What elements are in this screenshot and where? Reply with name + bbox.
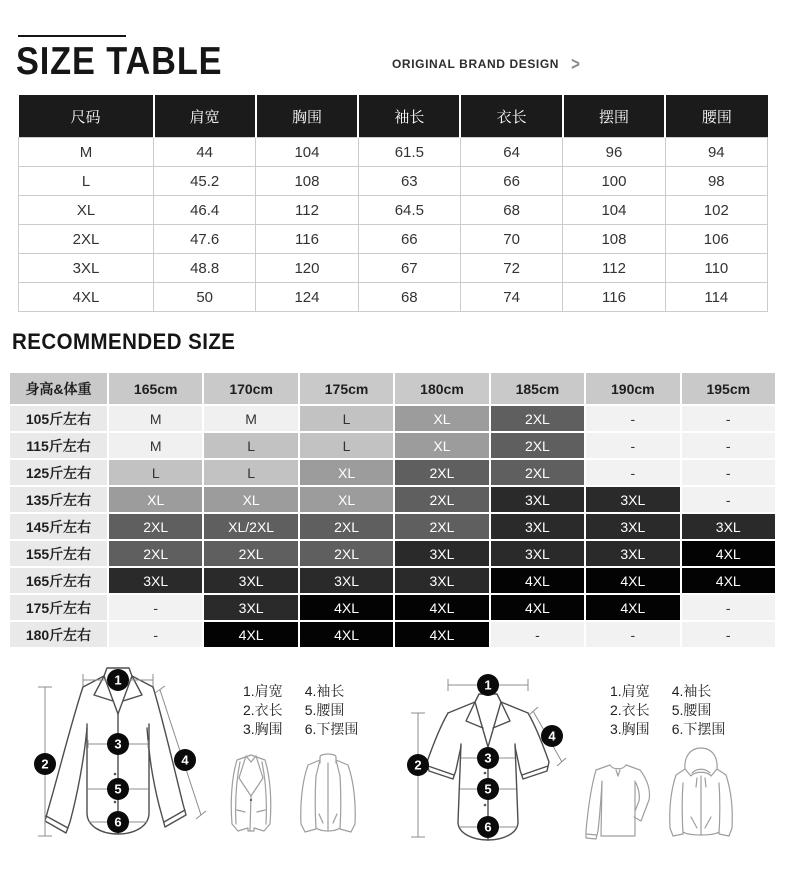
svg-text:4: 4	[548, 728, 556, 744]
recommended-size-cell: 3XL	[204, 595, 297, 620]
recommended-size-cell: 2XL	[109, 514, 202, 539]
height-col-header: 190cm	[586, 373, 679, 404]
weight-label-cell: 180斤左右	[10, 622, 107, 647]
size-table-row	[19, 254, 768, 283]
marker-waist	[477, 778, 499, 800]
recommended-size-cell: 2XL	[491, 406, 584, 431]
measurement-cell: 67	[358, 254, 460, 283]
recommended-size-cell: -	[586, 622, 679, 647]
weight-label-cell: 105斤左右	[10, 406, 107, 431]
recommended-size-cell: -	[682, 622, 775, 647]
weight-label-cell: 115斤左右	[10, 433, 107, 458]
hoodie-icon	[664, 745, 738, 849]
legend-item: 5.腰围	[671, 702, 712, 718]
height-col-header: 165cm	[109, 373, 202, 404]
col-header-hem: 摆围	[563, 95, 665, 138]
size-table-row	[19, 225, 768, 254]
size-table-body	[19, 138, 768, 312]
measurement-cell: 108	[256, 167, 358, 196]
recommended-size-cell: 2XL	[109, 541, 202, 566]
size-table-row	[19, 283, 768, 312]
height-col-header: 175cm	[300, 373, 393, 404]
recommended-size-cell: L	[204, 433, 297, 458]
legend-item: 2.衣长	[610, 702, 650, 718]
col-header-shoulder: 肩宽	[154, 95, 256, 138]
marker-length	[407, 754, 429, 776]
measurement-cell: 100	[563, 167, 665, 196]
short-sleeve-measure-diagram	[405, 655, 575, 847]
measurement-cell: 112	[563, 254, 665, 283]
recommended-size-cell: 2XL	[491, 433, 584, 458]
title-rule	[18, 35, 126, 37]
recommended-size-cell: 3XL	[586, 487, 679, 512]
measurement-cell: 112	[256, 196, 358, 225]
legend-item: 6.下摆围	[671, 721, 726, 737]
svg-text:2: 2	[414, 757, 422, 773]
measure-legend-left	[243, 682, 358, 739]
measurement-cell: 94	[665, 138, 767, 167]
svg-text:2: 2	[41, 756, 49, 772]
recommended-size-cell: L	[300, 433, 393, 458]
marker-waist	[107, 778, 129, 800]
size-label-cell: L	[19, 167, 154, 196]
blazer-icon	[224, 752, 278, 838]
size-label-cell: M	[19, 138, 154, 167]
recommended-size-cell: 3XL	[682, 514, 775, 539]
weight-label-cell: 165斤左右	[10, 568, 107, 593]
weight-label-cell: 135斤左右	[10, 487, 107, 512]
recommended-row	[10, 406, 775, 431]
measurement-cell: 68	[358, 283, 460, 312]
recommended-row	[10, 460, 775, 485]
recommended-header-row	[10, 373, 775, 404]
weight-label-cell: 175斤左右	[10, 595, 107, 620]
svg-text:5: 5	[114, 781, 122, 797]
measurement-cell: 48.8	[154, 254, 256, 283]
recommended-row	[10, 595, 775, 620]
marker-shoulder	[477, 674, 499, 696]
recommended-size-cell: 3XL	[204, 568, 297, 593]
recommended-size-cell: 4XL	[300, 622, 393, 647]
corner-header: 身高&体重	[10, 373, 107, 404]
marker-shoulder	[107, 669, 129, 691]
measurement-cell: 64.5	[358, 196, 460, 225]
legend-item: 1.肩宽	[610, 683, 650, 699]
recommended-size-cell: -	[586, 460, 679, 485]
marker-chest	[477, 747, 499, 769]
marker-chest	[107, 733, 129, 755]
height-col-header: 180cm	[395, 373, 488, 404]
recommended-size-cell: 3XL	[109, 568, 202, 593]
legend-item: 4.袖长	[671, 683, 712, 699]
brand-tagline	[392, 56, 580, 73]
svg-text:1: 1	[114, 672, 122, 688]
col-header-size: 尺码	[19, 95, 154, 138]
recommended-row	[10, 541, 775, 566]
legend-item: 3.胸围	[243, 721, 283, 737]
recommended-row	[10, 433, 775, 458]
measurement-cell: 114	[665, 283, 767, 312]
recommended-size-cell: 4XL	[204, 622, 297, 647]
recommended-size-cell: 4XL	[586, 568, 679, 593]
recommended-size-cell: M	[109, 433, 202, 458]
recommended-size-cell: 3XL	[491, 541, 584, 566]
marker-hem	[477, 816, 499, 838]
svg-text:6: 6	[114, 814, 122, 830]
height-col-header: 195cm	[682, 373, 775, 404]
legend-item: 2.衣长	[243, 702, 283, 718]
recommended-size-cell: -	[682, 460, 775, 485]
recommended-size-cell: XL/2XL	[204, 514, 297, 539]
size-table-row	[19, 196, 768, 225]
recommended-size-cell: 3XL	[586, 514, 679, 539]
recommended-size-cell: 2XL	[300, 514, 393, 539]
measure-legend-right	[610, 682, 725, 739]
recommended-size-cell: 4XL	[491, 568, 584, 593]
recommended-size-cell: XL	[109, 487, 202, 512]
marker-sleeve	[541, 725, 563, 747]
measurement-cell: 45.2	[154, 167, 256, 196]
recommended-size-cell: 3XL	[395, 568, 488, 593]
recommended-size-cell: XL	[300, 460, 393, 485]
weight-label-cell: 125斤左右	[10, 460, 107, 485]
recommended-size-cell: -	[491, 622, 584, 647]
marker-sleeve	[174, 749, 196, 771]
legend-item: 5.腰围	[304, 702, 345, 718]
recommended-size-cell: -	[682, 487, 775, 512]
recommended-size-cell: 2XL	[395, 514, 488, 539]
size-label-cell: 4XL	[19, 283, 154, 312]
size-label-cell: XL	[19, 196, 154, 225]
col-header-chest: 胸围	[256, 95, 358, 138]
col-header-sleeve: 袖长	[358, 95, 460, 138]
long-sleeve-measure-diagram	[35, 660, 210, 852]
recommended-size-cell: -	[586, 433, 679, 458]
marker-hem	[107, 811, 129, 833]
legend-item: 6.下摆围	[304, 721, 359, 737]
measurement-figures	[0, 652, 787, 872]
recommended-size-cell: 2XL	[204, 541, 297, 566]
recommended-size-cell: 4XL	[395, 622, 488, 647]
measurement-cell: 104	[256, 138, 358, 167]
recommended-heading: RECOMMENDED SIZE	[12, 329, 236, 354]
measurement-cell: 50	[154, 283, 256, 312]
svg-text:6: 6	[484, 819, 492, 835]
height-col-header: 185cm	[491, 373, 584, 404]
recommended-size-cell: XL	[395, 433, 488, 458]
measurement-cell: 106	[665, 225, 767, 254]
measurement-cell: 124	[256, 283, 358, 312]
measurement-cell: 47.6	[154, 225, 256, 254]
chevron-right-icon: >	[571, 54, 581, 75]
recommended-size-cell: 3XL	[491, 514, 584, 539]
weight-label-cell: 155斤左右	[10, 541, 107, 566]
marker-length	[34, 753, 56, 775]
height-col-header: 170cm	[204, 373, 297, 404]
recommended-size-cell: 3XL	[395, 541, 488, 566]
measurement-cell: 96	[563, 138, 665, 167]
recommended-size-cell: 3XL	[491, 487, 584, 512]
recommended-size-cell: 3XL	[586, 541, 679, 566]
recommended-size-cell: -	[586, 406, 679, 431]
measurement-cell: 66	[460, 167, 562, 196]
recommended-size-cell: 3XL	[300, 568, 393, 593]
measurement-cell: 64	[460, 138, 562, 167]
legend-item: 1.肩宽	[243, 683, 283, 699]
measurement-cell: 44	[154, 138, 256, 167]
measurement-cell: 98	[665, 167, 767, 196]
long-sleeve-tee-icon	[577, 759, 659, 845]
recommended-size-cell: 4XL	[491, 595, 584, 620]
measurement-cell: 68	[460, 196, 562, 225]
measurement-cell: 116	[256, 225, 358, 254]
measurement-cell: 116	[563, 283, 665, 312]
size-table-row	[19, 138, 768, 167]
size-label-cell: 2XL	[19, 225, 154, 254]
recommended-row	[10, 568, 775, 593]
legend-item: 4.袖长	[304, 683, 345, 699]
recommended-size-cell: -	[682, 595, 775, 620]
measurement-cell: 102	[665, 196, 767, 225]
recommended-size-cell: M	[204, 406, 297, 431]
measurement-cell: 66	[358, 225, 460, 254]
svg-text:1: 1	[484, 677, 492, 693]
svg-text:5: 5	[484, 781, 492, 797]
size-table-row	[19, 167, 768, 196]
legend-item: 3.胸围	[610, 721, 650, 737]
measurement-cell: 61.5	[358, 138, 460, 167]
recommended-size-cell: 2XL	[491, 460, 584, 485]
recommended-row	[10, 487, 775, 512]
measurement-cell: 70	[460, 225, 562, 254]
recommended-size-cell: L	[300, 406, 393, 431]
recommended-size-cell: 4XL	[300, 595, 393, 620]
recommended-table	[8, 371, 777, 649]
measurement-cell: 120	[256, 254, 358, 283]
recommended-size-cell: XL	[300, 487, 393, 512]
recommended-size-cell: -	[109, 595, 202, 620]
size-table	[18, 95, 768, 312]
recommended-size-cell: XL	[204, 487, 297, 512]
recommended-size-cell: XL	[395, 406, 488, 431]
recommended-size-cell: 4XL	[395, 595, 488, 620]
recommended-size-cell: -	[682, 406, 775, 431]
col-header-waist: 腰围	[665, 95, 767, 138]
measurement-cell: 110	[665, 254, 767, 283]
recommended-size-cell: 2XL	[395, 487, 488, 512]
weight-label-cell: 145斤左右	[10, 514, 107, 539]
recommended-size-cell: -	[682, 433, 775, 458]
page-title: SIZE TABLE	[16, 40, 223, 83]
recommended-row	[10, 514, 775, 539]
measurement-cell: 104	[563, 196, 665, 225]
recommended-size-cell: L	[109, 460, 202, 485]
zip-jacket-icon	[294, 750, 362, 838]
measurement-cell: 74	[460, 283, 562, 312]
recommended-size-cell: 4XL	[586, 595, 679, 620]
recommended-size-cell: 4XL	[682, 541, 775, 566]
measurement-cell: 108	[563, 225, 665, 254]
recommended-size-cell: 4XL	[682, 568, 775, 593]
col-header-length: 衣长	[460, 95, 562, 138]
measurement-cell: 46.4	[154, 196, 256, 225]
recommended-size-cell: M	[109, 406, 202, 431]
measurement-cell: 63	[358, 167, 460, 196]
svg-text:4: 4	[181, 752, 189, 768]
size-label-cell: 3XL	[19, 254, 154, 283]
size-table-header-row	[19, 95, 768, 138]
svg-text:3: 3	[114, 736, 122, 752]
brand-tagline-text: ORIGINAL BRAND DESIGN	[392, 57, 560, 71]
recommended-table-body	[10, 406, 775, 647]
recommended-size-cell: 2XL	[300, 541, 393, 566]
recommended-size-cell: 2XL	[395, 460, 488, 485]
recommended-size-cell: -	[109, 622, 202, 647]
measurement-cell: 72	[460, 254, 562, 283]
svg-text:3: 3	[484, 750, 492, 766]
recommended-row	[10, 622, 775, 647]
recommended-size-cell: L	[204, 460, 297, 485]
